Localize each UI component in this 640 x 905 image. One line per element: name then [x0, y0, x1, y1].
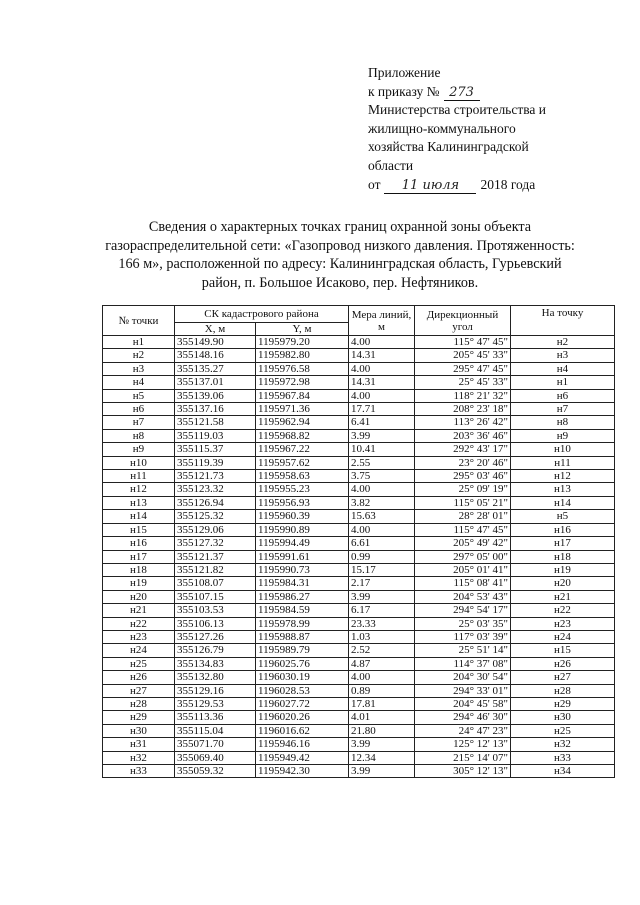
- document-title: [70, 218, 610, 292]
- to-point-cell: н32: [511, 738, 615, 751]
- y-cell: 1195994.49: [256, 537, 349, 550]
- y-cell: 1195958.63: [256, 470, 349, 483]
- to-point-cell: н25: [511, 724, 615, 737]
- to-point-cell: н13: [511, 483, 615, 496]
- point-cell: н10: [103, 456, 175, 469]
- angle-cell: 115° 47' 45": [415, 523, 511, 536]
- length-cell: 10.41: [349, 443, 415, 456]
- table-row: [103, 657, 615, 670]
- table-row: [103, 630, 615, 643]
- header-angle: Дирекционный угол: [415, 306, 511, 336]
- table-row: [103, 389, 615, 402]
- table-row: [103, 403, 615, 416]
- length-cell: 17.81: [349, 697, 415, 710]
- point-cell: н27: [103, 684, 175, 697]
- table-row: [103, 617, 615, 630]
- y-cell: 1196016.62: [256, 724, 349, 737]
- title-line: газораспределительной сети: «Газопровод низкого давления. Протяженность:: [105, 237, 575, 254]
- point-cell: н12: [103, 483, 175, 496]
- table-row: [103, 684, 615, 697]
- length-cell: 14.31: [349, 349, 415, 362]
- point-cell: н23: [103, 630, 175, 643]
- length-cell: 4.00: [349, 336, 415, 349]
- y-cell: 1195968.82: [256, 429, 349, 442]
- handwritten-order-number: 273: [444, 86, 480, 101]
- x-cell: 355123.32: [175, 483, 256, 496]
- y-cell: 1195984.59: [256, 604, 349, 617]
- date-prefix: от: [368, 176, 381, 192]
- x-cell: 355137.01: [175, 376, 256, 389]
- to-point-cell: н24: [511, 630, 615, 643]
- to-point-cell: н33: [511, 751, 615, 764]
- angle-cell: 28° 28' 01": [415, 510, 511, 523]
- angle-cell: 115° 05' 21": [415, 496, 511, 509]
- y-cell: 1195960.39: [256, 510, 349, 523]
- length-cell: 0.89: [349, 684, 415, 697]
- length-cell: 1.03: [349, 630, 415, 643]
- point-cell: н8: [103, 429, 175, 442]
- point-cell: н21: [103, 604, 175, 617]
- to-point-cell: н15: [511, 644, 615, 657]
- angle-cell: 208° 23' 18": [415, 403, 511, 416]
- point-cell: н26: [103, 671, 175, 684]
- to-point-cell: н7: [511, 403, 615, 416]
- angle-cell: 203° 36' 46": [415, 429, 511, 442]
- table-row: [103, 697, 615, 710]
- y-cell: 1196028.53: [256, 684, 349, 697]
- point-cell: н6: [103, 403, 175, 416]
- x-cell: 355126.79: [175, 644, 256, 657]
- x-cell: 355135.27: [175, 362, 256, 375]
- table-row: [103, 416, 615, 429]
- angle-cell: 294° 33' 01": [415, 684, 511, 697]
- length-cell: 14.31: [349, 376, 415, 389]
- to-point-cell: н4: [511, 362, 615, 375]
- length-cell: 2.55: [349, 456, 415, 469]
- table-row: [103, 738, 615, 751]
- point-cell: н25: [103, 657, 175, 670]
- y-cell: 1195984.31: [256, 577, 349, 590]
- y-cell: 1195949.42: [256, 751, 349, 764]
- to-point-cell: н1: [511, 376, 615, 389]
- angle-cell: 118° 21' 32": [415, 389, 511, 402]
- table-row: [103, 443, 615, 456]
- y-cell: 1195991.61: [256, 550, 349, 563]
- table-row: [103, 563, 615, 576]
- table-row: [103, 765, 615, 778]
- table-row: [103, 671, 615, 684]
- x-cell: 355121.58: [175, 416, 256, 429]
- to-point-cell: н17: [511, 537, 615, 550]
- y-cell: 1195978.99: [256, 617, 349, 630]
- angle-cell: 205° 49' 42": [415, 537, 511, 550]
- angle-cell: 23° 20' 46": [415, 456, 511, 469]
- to-point-cell: н9: [511, 429, 615, 442]
- to-point-cell: н10: [511, 443, 615, 456]
- point-cell: н3: [103, 362, 175, 375]
- to-point-cell: н14: [511, 496, 615, 509]
- length-cell: 0.99: [349, 550, 415, 563]
- x-cell: 355129.16: [175, 684, 256, 697]
- angle-cell: 125° 12' 13": [415, 738, 511, 751]
- point-cell: н1: [103, 336, 175, 349]
- length-cell: 3.82: [349, 496, 415, 509]
- x-cell: 355149.90: [175, 336, 256, 349]
- length-cell: 3.99: [349, 429, 415, 442]
- x-cell: 355129.06: [175, 523, 256, 536]
- to-point-cell: н8: [511, 416, 615, 429]
- header-x: X, м: [175, 323, 256, 336]
- point-cell: н30: [103, 724, 175, 737]
- table-row: [103, 751, 615, 764]
- angle-cell: 295° 47' 45": [415, 362, 511, 375]
- length-cell: 21.80: [349, 724, 415, 737]
- length-cell: 4.00: [349, 523, 415, 536]
- table-row: [103, 711, 615, 724]
- table-row: [103, 470, 615, 483]
- to-point-cell: н21: [511, 590, 615, 603]
- angle-cell: 215° 14' 07": [415, 751, 511, 764]
- y-cell: 1195942.30: [256, 765, 349, 778]
- length-cell: 12.34: [349, 751, 415, 764]
- date-line: [368, 176, 618, 195]
- table-row: [103, 429, 615, 442]
- ministry-line: хозяйства Калининградской: [368, 139, 529, 155]
- angle-cell: 25° 51' 14": [415, 644, 511, 657]
- header-y: Y, м: [256, 323, 349, 336]
- table-row: [103, 362, 615, 375]
- angle-cell: 294° 46' 30": [415, 711, 511, 724]
- x-cell: 355115.37: [175, 443, 256, 456]
- x-cell: 355103.53: [175, 604, 256, 617]
- length-cell: 3.99: [349, 590, 415, 603]
- point-cell: н29: [103, 711, 175, 724]
- y-cell: 1195956.93: [256, 496, 349, 509]
- point-cell: н15: [103, 523, 175, 536]
- x-cell: 355113.36: [175, 711, 256, 724]
- to-point-cell: н29: [511, 697, 615, 710]
- x-cell: 355126.94: [175, 496, 256, 509]
- angle-cell: 205° 45' 33": [415, 349, 511, 362]
- table-row: [103, 523, 615, 536]
- to-point-cell: н5: [511, 510, 615, 523]
- y-cell: 1196020.26: [256, 711, 349, 724]
- order-number-line: [368, 83, 618, 102]
- y-cell: 1195988.87: [256, 630, 349, 643]
- to-point-cell: н26: [511, 657, 615, 670]
- y-cell: 1195957.62: [256, 456, 349, 469]
- angle-cell: 297° 05' 00": [415, 550, 511, 563]
- x-cell: 355106.13: [175, 617, 256, 630]
- x-cell: 355127.26: [175, 630, 256, 643]
- to-point-cell: н27: [511, 671, 615, 684]
- title-line: район, п. Большое Исаково, пер. Нефтяников.: [201, 274, 479, 291]
- length-cell: 4.00: [349, 389, 415, 402]
- length-cell: 23.33: [349, 617, 415, 630]
- angle-cell: 294° 54' 17": [415, 604, 511, 617]
- to-point-cell: н23: [511, 617, 615, 630]
- x-cell: 355107.15: [175, 590, 256, 603]
- table-row: [103, 724, 615, 737]
- header-to-point: На точку: [511, 306, 615, 336]
- point-cell: н33: [103, 765, 175, 778]
- angle-cell: 113° 26' 42": [415, 416, 511, 429]
- point-cell: н9: [103, 443, 175, 456]
- length-cell: 6.61: [349, 537, 415, 550]
- angle-cell: 25° 03' 35": [415, 617, 511, 630]
- to-point-cell: н6: [511, 389, 615, 402]
- length-cell: 15.17: [349, 563, 415, 576]
- point-cell: н20: [103, 590, 175, 603]
- to-point-cell: н34: [511, 765, 615, 778]
- date-year: 2018 года: [480, 176, 536, 192]
- x-cell: 355148.16: [175, 349, 256, 362]
- point-cell: н2: [103, 349, 175, 362]
- angle-cell: 204° 45' 58": [415, 697, 511, 710]
- header-sk: СК кадастрового района: [175, 306, 349, 323]
- to-point-cell: н22: [511, 604, 615, 617]
- length-cell: 4.01: [349, 711, 415, 724]
- table-row: [103, 483, 615, 496]
- title-line: Сведения о характерных точках границ охранной зоны объекта: [148, 219, 532, 235]
- to-point-cell: н12: [511, 470, 615, 483]
- length-cell: 3.75: [349, 470, 415, 483]
- table-row: [103, 604, 615, 617]
- header-point: № точки: [103, 306, 175, 336]
- length-cell: 4.87: [349, 657, 415, 670]
- x-cell: 355059.32: [175, 765, 256, 778]
- to-point-cell: н28: [511, 684, 615, 697]
- header-length: Мера линий, м: [349, 306, 415, 336]
- angle-cell: 25° 45' 33": [415, 376, 511, 389]
- y-cell: 1195946.16: [256, 738, 349, 751]
- length-cell: 6.41: [349, 416, 415, 429]
- x-cell: 355125.32: [175, 510, 256, 523]
- angle-cell: 295° 03' 46": [415, 470, 511, 483]
- x-cell: 355129.53: [175, 697, 256, 710]
- y-cell: 1195990.89: [256, 523, 349, 536]
- point-cell: н17: [103, 550, 175, 563]
- angle-cell: 24° 47' 23": [415, 724, 511, 737]
- table-row: [103, 510, 615, 523]
- angle-cell: 204° 53' 43": [415, 590, 511, 603]
- point-cell: н19: [103, 577, 175, 590]
- y-cell: 1196027.72: [256, 697, 349, 710]
- x-cell: 355115.04: [175, 724, 256, 737]
- x-cell: 355119.03: [175, 429, 256, 442]
- point-cell: н24: [103, 644, 175, 657]
- point-cell: н28: [103, 697, 175, 710]
- y-cell: 1195990.73: [256, 563, 349, 576]
- title-line: 166 м», расположенной по адресу: Калининградская область, Гурьевский: [118, 256, 562, 272]
- length-cell: 2.52: [349, 644, 415, 657]
- y-cell: 1195976.58: [256, 362, 349, 375]
- to-point-cell: н19: [511, 563, 615, 576]
- point-cell: н32: [103, 751, 175, 764]
- table-row: [103, 577, 615, 590]
- x-cell: 355071.70: [175, 738, 256, 751]
- x-cell: 355121.37: [175, 550, 256, 563]
- x-cell: 355139.06: [175, 389, 256, 402]
- y-cell: 1195982.80: [256, 349, 349, 362]
- x-cell: 355132.80: [175, 671, 256, 684]
- ministry-line: области: [368, 157, 414, 173]
- length-cell: 2.17: [349, 577, 415, 590]
- point-cell: н11: [103, 470, 175, 483]
- x-cell: 355119.39: [175, 456, 256, 469]
- ministry-line: жилищно-коммунального: [368, 120, 516, 136]
- angle-cell: 117° 03' 39": [415, 630, 511, 643]
- y-cell: 1195986.27: [256, 590, 349, 603]
- y-cell: 1195962.94: [256, 416, 349, 429]
- y-cell: 1195979.20: [256, 336, 349, 349]
- point-cell: н5: [103, 389, 175, 402]
- length-cell: 4.00: [349, 362, 415, 375]
- point-cell: н14: [103, 510, 175, 523]
- angle-cell: 114° 37' 08": [415, 657, 511, 670]
- length-cell: 3.99: [349, 765, 415, 778]
- table-row: [103, 349, 615, 362]
- angle-cell: 204° 30' 54": [415, 671, 511, 684]
- ministry-line: Министерства строительства и: [368, 102, 547, 118]
- length-cell: 17.71: [349, 403, 415, 416]
- point-cell: н13: [103, 496, 175, 509]
- x-cell: 355127.32: [175, 537, 256, 550]
- length-cell: 4.00: [349, 483, 415, 496]
- y-cell: 1195972.98: [256, 376, 349, 389]
- table-row: [103, 336, 615, 349]
- y-cell: 1195967.84: [256, 389, 349, 402]
- handwritten-date: 11 июля: [384, 179, 476, 194]
- point-cell: н22: [103, 617, 175, 630]
- point-cell: н4: [103, 376, 175, 389]
- angle-cell: 25° 09' 19": [415, 483, 511, 496]
- point-cell: н18: [103, 563, 175, 576]
- to-point-cell: н20: [511, 577, 615, 590]
- x-cell: 355108.07: [175, 577, 256, 590]
- order-prefix: к приказу №: [368, 83, 440, 99]
- appendix-header: [368, 64, 618, 194]
- angle-cell: 205° 01' 41": [415, 563, 511, 576]
- y-cell: 1195955.23: [256, 483, 349, 496]
- to-point-cell: н30: [511, 711, 615, 724]
- angle-cell: 115° 08' 41": [415, 577, 511, 590]
- x-cell: 355121.82: [175, 563, 256, 576]
- appendix-line: Приложение: [368, 65, 441, 80]
- to-point-cell: н11: [511, 456, 615, 469]
- x-cell: 355137.16: [175, 403, 256, 416]
- angle-cell: 305° 12' 13": [415, 765, 511, 778]
- point-cell: н16: [103, 537, 175, 550]
- x-cell: 355121.73: [175, 470, 256, 483]
- y-cell: 1196030.19: [256, 671, 349, 684]
- table-row: [103, 456, 615, 469]
- point-cell: н7: [103, 416, 175, 429]
- to-point-cell: н16: [511, 523, 615, 536]
- angle-cell: 115° 47' 45": [415, 336, 511, 349]
- length-cell: 15.63: [349, 510, 415, 523]
- table-body: [103, 336, 615, 778]
- table-row: [103, 537, 615, 550]
- table-row: [103, 550, 615, 563]
- table-row: [103, 644, 615, 657]
- to-point-cell: н3: [511, 349, 615, 362]
- table-row: [103, 590, 615, 603]
- x-cell: 355069.40: [175, 751, 256, 764]
- x-cell: 355134.83: [175, 657, 256, 670]
- length-cell: 4.00: [349, 671, 415, 684]
- table-row: [103, 496, 615, 509]
- y-cell: 1195971.36: [256, 403, 349, 416]
- y-cell: 1196025.76: [256, 657, 349, 670]
- table-row: [103, 376, 615, 389]
- to-point-cell: н2: [511, 336, 615, 349]
- angle-cell: 292° 43' 17": [415, 443, 511, 456]
- to-point-cell: н18: [511, 550, 615, 563]
- point-cell: н31: [103, 738, 175, 751]
- y-cell: 1195967.22: [256, 443, 349, 456]
- length-cell: 3.99: [349, 738, 415, 751]
- coordinates-table: [102, 305, 615, 778]
- length-cell: 6.17: [349, 604, 415, 617]
- y-cell: 1195989.79: [256, 644, 349, 657]
